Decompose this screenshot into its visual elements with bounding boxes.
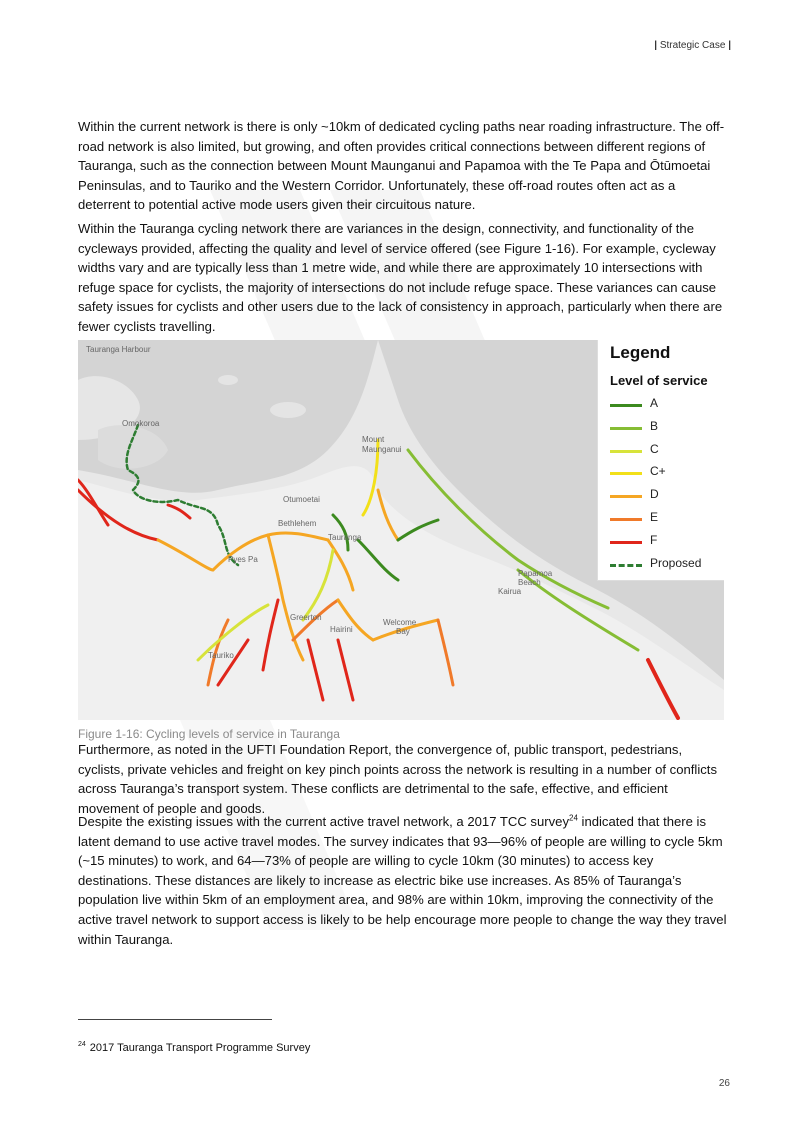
map-label-pyes-pa: Pyes Pa [228, 555, 258, 564]
map-label-kairua: Kairua [498, 587, 522, 596]
page-number: 26 [718, 1078, 730, 1089]
map-label-hairini: Hairini [330, 625, 353, 634]
map-label-harbour: Tauranga Harbour [86, 345, 151, 354]
map-label-tauranga: Tauranga [328, 533, 362, 542]
map-label-bethlehem: Bethlehem [278, 519, 317, 528]
map-label-otumoetai: Otumoetai [283, 495, 320, 504]
legend-item [610, 487, 724, 507]
map-label-welcome-2: Bay [396, 627, 410, 636]
legend-swatch [610, 541, 642, 544]
legend-label: E [650, 510, 659, 524]
figure-caption: Figure 1-16: Cycling levels of service in Tauranga [78, 727, 340, 741]
map-label-papamoa-1: Papamoa [518, 569, 553, 578]
paragraph-latent-demand-end: indicated that there is latent demand to use active travel modes. The survey indicates that 93—96% of people are willing to cycle 5km (~15 minutes) to work, and 64—73% of people are willing to cycle 10km (30 minutes) to access key destinations. These distances are likely to increase as electric bike use increases. As 85% of Tauranga’s population live within 5km of an employment area, and 98% are within 10km, improving the connectivity of the active travel network to support access is likely to be help encourage more people to change the way they travel within Tauranga. [78, 814, 727, 947]
legend-label: C+ [650, 464, 666, 479]
legend-item [610, 419, 724, 439]
map-label-omokoroa: Omokoroa [122, 419, 160, 428]
map-label-papamoa-2: Beach [518, 578, 541, 587]
legend-swatch [610, 564, 642, 567]
page-header: | Strategic Case | [654, 40, 731, 51]
legend-swatch [610, 404, 642, 407]
cycling-map-figure [78, 340, 724, 720]
legend-label: C [650, 441, 659, 456]
legend-label: A [650, 396, 659, 410]
legend-swatch [610, 427, 642, 430]
map-label-welcome-1: Welcome [383, 618, 417, 627]
legend-item [610, 510, 724, 530]
legend-item [610, 464, 724, 484]
legend-item [610, 396, 724, 416]
map-label-tauriko: Tauriko [208, 651, 234, 660]
footnote-divider [78, 1019, 272, 1020]
legend-label: D [650, 487, 659, 502]
map-label-greerton: Greerton [290, 613, 322, 622]
footnote [78, 1042, 310, 1054]
header-label: Strategic Case [659, 40, 726, 51]
legend-swatch [610, 472, 642, 475]
legend-item [610, 533, 724, 553]
legend-subtitle: Level of service [610, 373, 708, 388]
legend-label: Proposed [650, 555, 702, 570]
paragraph-latent-demand-start: Despite the existing issues with the current active travel network, a 2017 TCC survey [78, 814, 569, 829]
paragraph-ufti-conflicts: Furthermore, as noted in the UFTI Foundation Report, the convergence of, public transport, pedestrians, cyclists, private vehicles and freight on key pinch points across the network is resulting in a number of conflicts across Tauranga’s transport system. These conflicts are detrimental to the safe, effective, and efficient movement of people and goods. [78, 742, 717, 816]
legend-item [610, 442, 724, 462]
footnote-reference[interactable]: 24 [569, 813, 578, 823]
map-label-mount-2: Maunganui [362, 445, 402, 454]
footnote-number: 24 [78, 1041, 86, 1049]
paragraph-cycling-paths: Within the current network is there is only ~10km of dedicated cycling paths near roading infrastructure. The off-road network is also limited, but growing, and often provides critical connections between different regions of Tauranga, such as the connection between Mount Maunganui and Papamoa with the Te Papa and Ōtūmoetai Peninsulas, and to Tauriko and the Western Corridor. Unfortunately, these off-road routes often act as a deterrent to potential active mode users given their circuitous nature. [78, 119, 725, 213]
paragraph-latent-demand [78, 812, 728, 949]
legend-label: F [650, 532, 658, 547]
map-label-mount-1: Mount [362, 435, 385, 444]
legend-label: B [650, 418, 659, 433]
map-legend [597, 340, 724, 581]
paragraph-network-variances: Within the Tauranga cycling network there are variances in the design, connectivity, and functionality of the cycleways provided, affecting the quality and level of service offered (see Figure 1-16). For example, cycleway widths vary and are typically less than 1 metre wide, and while there are approximately 10 intersections with refuge space for cyclists, the majority of intersections do not include refuge space. These variances can cause safety issues for cyclists and other users due to the lack of consistency in approach, particularly when there are fewer cyclists travelling. [78, 221, 723, 334]
legend-swatch [610, 495, 642, 498]
legend-item [610, 556, 724, 576]
legend-title: Legend [610, 343, 671, 362]
legend-swatch [610, 450, 642, 453]
footnote-text: 2017 Tauranga Transport Programme Survey [89, 1042, 311, 1054]
legend-swatch [610, 518, 642, 521]
